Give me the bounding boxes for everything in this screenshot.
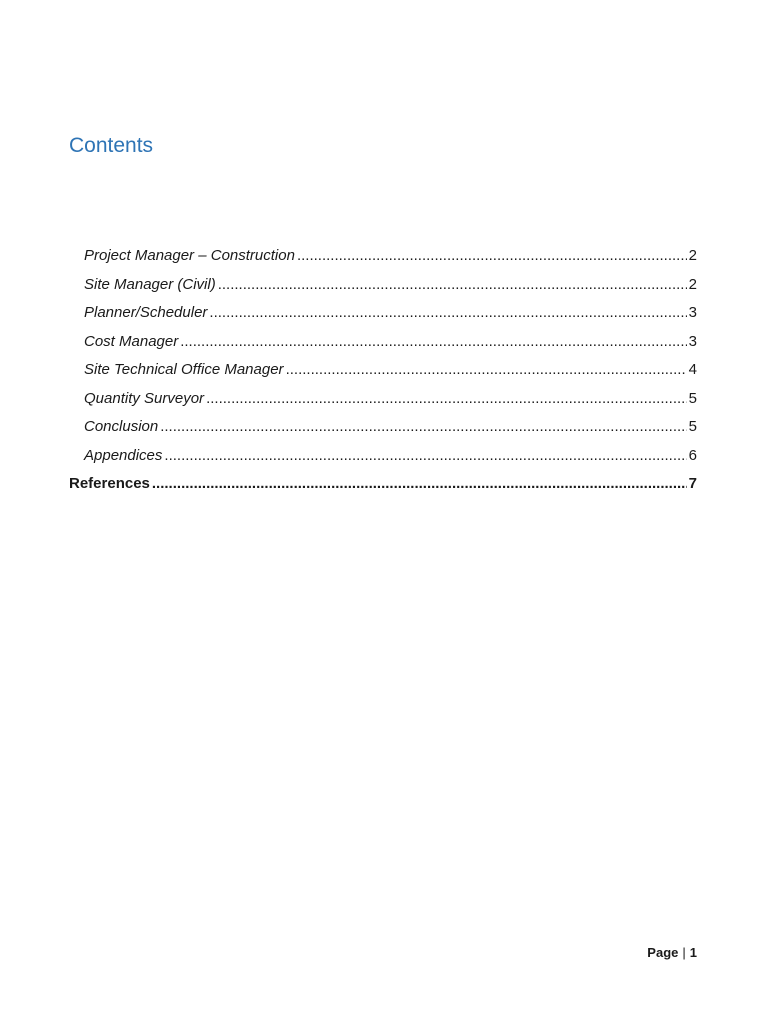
- toc-dot-leader: [297, 244, 687, 268]
- toc-entry-planner-scheduler[interactable]: [69, 301, 697, 330]
- toc-dot-leader: [160, 415, 686, 439]
- table-of-contents: [69, 244, 697, 501]
- toc-entry-conclusion[interactable]: [69, 415, 697, 444]
- toc-entry-page: 7: [688, 475, 697, 492]
- toc-dot-leader: [164, 444, 686, 468]
- toc-entry-site-manager[interactable]: [69, 273, 697, 302]
- toc-dot-leader: [209, 301, 686, 325]
- toc-entry-page: 3: [688, 332, 697, 350]
- toc-entry-page: 5: [688, 418, 697, 435]
- toc-dot-leader: [218, 273, 687, 297]
- toc-entry-page: 4: [688, 361, 697, 378]
- toc-entry-title: Project Manager – Construction: [84, 247, 295, 264]
- toc-entry-site-technical-office-manager[interactable]: [69, 358, 697, 387]
- toc-entry-page: 2: [688, 247, 697, 264]
- toc-entry-title: References: [69, 475, 150, 492]
- toc-entry-title: Site Manager (Civil): [84, 275, 216, 293]
- toc-entry-title: Quantity Surveyor: [84, 389, 205, 407]
- toc-entry-quantity-surveyor[interactable]: [69, 387, 697, 416]
- toc-dot-leader: [180, 330, 686, 354]
- footer-page-label: Page: [647, 945, 679, 960]
- toc-entry-title: Conclusion: [84, 418, 159, 435]
- footer-separator: |: [682, 945, 686, 960]
- toc-heading: Contents: [69, 134, 154, 157]
- toc-entry-appendices[interactable]: [69, 444, 697, 473]
- footer-page-number: 1: [689, 945, 697, 960]
- toc-entry-page: 5: [688, 389, 697, 407]
- toc-entry-references[interactable]: [69, 472, 697, 501]
- toc-entry-project-manager[interactable]: [69, 244, 697, 273]
- toc-entry-cost-manager[interactable]: [69, 330, 697, 359]
- toc-entry-page: 3: [688, 304, 697, 321]
- page-footer: [647, 945, 697, 960]
- toc-dot-leader: [206, 387, 687, 411]
- toc-dot-leader: [152, 472, 687, 496]
- toc-entry-title: Cost Manager: [84, 332, 179, 350]
- toc-entry-title: Site Technical Office Manager: [84, 361, 284, 378]
- toc-dot-leader: [286, 358, 687, 382]
- toc-entry-title: Appendices: [84, 446, 163, 464]
- toc-entry-title: Planner/Scheduler: [84, 304, 208, 321]
- toc-entry-page: 2: [688, 275, 697, 293]
- toc-entry-page: 6: [688, 446, 697, 464]
